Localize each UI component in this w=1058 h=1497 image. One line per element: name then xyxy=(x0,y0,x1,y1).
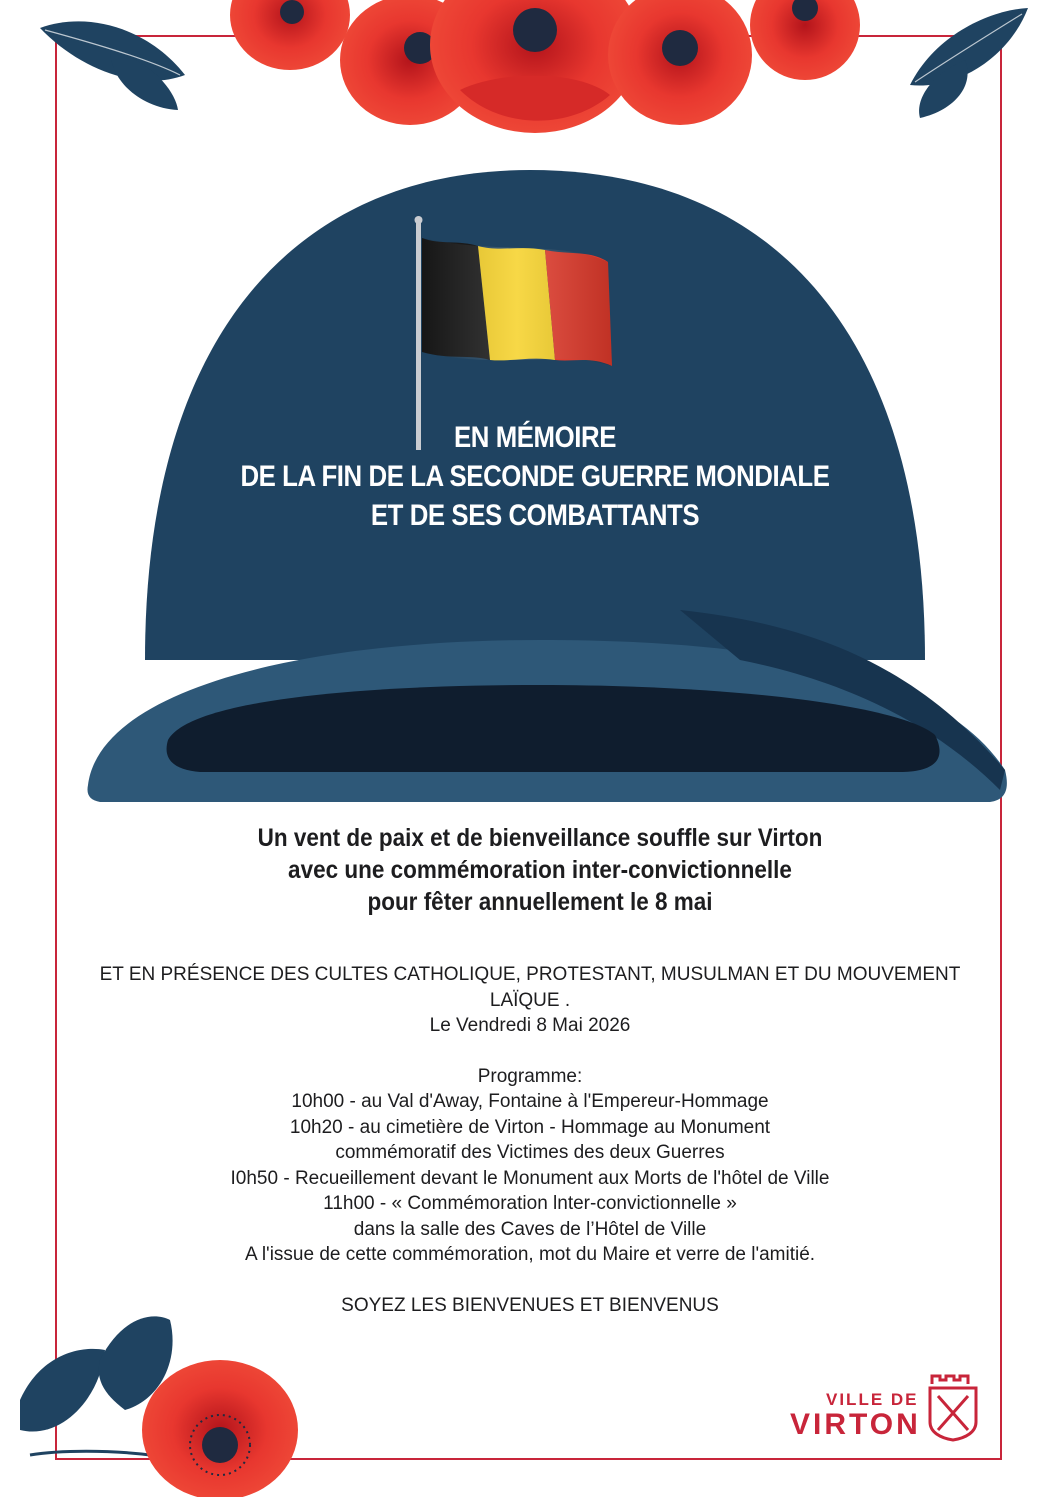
programme-line: A l'issue de cette commémoration, mot du Maire et verre de l'amitié. xyxy=(244,1244,816,1265)
title-line: ET DE SES COMBATTANTS xyxy=(370,499,700,532)
virton-crest-icon xyxy=(926,1370,982,1442)
event-date: Le Vendredi 8 Mai 2026 xyxy=(429,1015,631,1036)
title-line: EN MÉMOIRE xyxy=(453,421,616,454)
poppy-icon xyxy=(608,0,752,125)
ville-de-virton-logo xyxy=(788,1368,988,1448)
leaf-icon xyxy=(910,8,1028,118)
closing-line: SOYEZ LES BIENVENUES ET BIENVENUS xyxy=(341,1294,719,1316)
logo-line1: VILLE DE xyxy=(826,1390,919,1409)
programme-line: I0h50 - Recueillement devant le Monument aux Morts de l'hôtel de Ville xyxy=(230,1167,830,1189)
intro-text xyxy=(130,822,950,918)
poppy-icon xyxy=(230,0,350,70)
programme-line: 10h20 - au cimetière de Virton - Hommage au Monument xyxy=(289,1116,771,1138)
intro-line: Un vent de paix et de bienveillance souffle sur Virton xyxy=(257,824,823,852)
intro-line: pour fêter annuellement le 8 mai xyxy=(367,888,713,916)
programme-heading: Programme: xyxy=(477,1065,583,1087)
event-details xyxy=(80,962,980,1318)
programme-line: 10h00 - au Val d'Away, Fontaine à l'Empereur-Hommage xyxy=(291,1091,769,1112)
poppy-icon xyxy=(430,0,640,133)
helmet-title xyxy=(160,418,910,535)
title-line: DE LA FIN DE LA SECONDE GUERRE MONDIALE xyxy=(240,460,830,493)
intro-line: avec une commémoration inter-convictionnelle xyxy=(288,856,792,884)
poppy-icon xyxy=(142,1360,298,1497)
programme-line: commémoratif des Victimes des deux Guerres xyxy=(335,1142,725,1163)
programme-line: dans la salle des Caves de l’Hôtel de Ville xyxy=(353,1218,707,1240)
programme-line: 11h00 - « Commémoration lnter-convictionnelle » xyxy=(323,1193,737,1214)
logo-line2: VIRTON xyxy=(790,1408,921,1441)
poppy-icon xyxy=(750,0,860,80)
presence-line: ET EN PRÉSENCE DES CULTES CATHOLIQUE, PROTESTANT, MUSULMAN ET DU MOUVEMENT LAÏQUE . xyxy=(99,964,961,1011)
